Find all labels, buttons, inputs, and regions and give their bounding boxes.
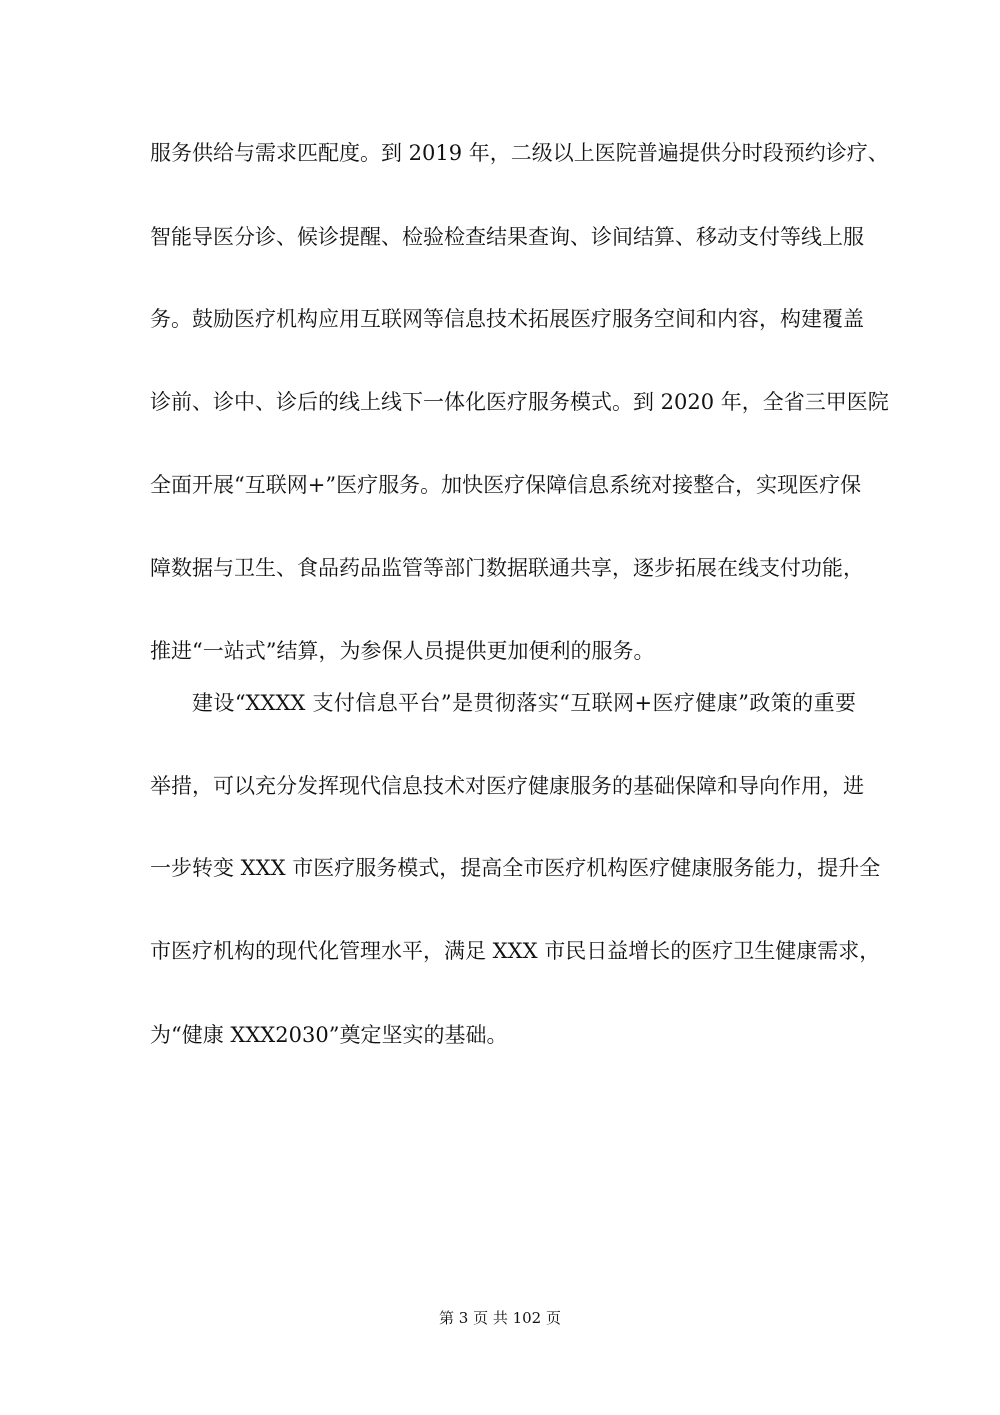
paragraph-2-line: 举措，可以充分发挥现代信息技术对医疗健康服务的基础保障和导向作用，进 xyxy=(150,774,864,798)
paragraph-1-line: 推进“一站式”结算，为参保人员提供更加便利的服务。 xyxy=(150,639,655,663)
page-number-footer: 第 3 页 共 102 页 xyxy=(438,1309,561,1327)
paragraph-1-line: 障数据与卫生、食品药品监管等部门数据联通共享，逐步拓展在线支付功能， xyxy=(150,556,864,580)
paragraph-2-line: 一步转变 XXX 市医疗服务模式，提高全市医疗机构医疗健康服务能力，提升全 xyxy=(150,856,881,880)
paragraph-2-line: 市医疗机构的现代化管理水平，满足 XXX 市民日益增长的医疗卫生健康需求， xyxy=(150,939,881,963)
paragraph-1-line: 全面开展“互联网+”医疗服务。加快医疗保障信息系统对接整合，实现医疗保 xyxy=(150,473,862,497)
paragraph-2-line: 为“健康 XXX2030”奠定坚实的基础。 xyxy=(150,1023,508,1047)
paragraph-1-line: 服务供给与需求匹配度。到 2019 年，二级以上医院普遍提供分时段预约诊疗、 xyxy=(150,141,889,165)
paragraph-1-line: 诊前、诊中、诊后的线上线下一体化医疗服务模式。到 2020 年，全省三甲医院 xyxy=(150,390,889,414)
paragraph-2-line: 建设“XXXX 支付信息平台”是贯彻落实“互联网+医疗健康”政策的重要 xyxy=(192,691,856,715)
paragraph-1-line: 务。鼓励医疗机构应用互联网等信息技术拓展医疗服务空间和内容，构建覆盖 xyxy=(150,307,864,331)
paragraph-1-line: 智能导医分诊、候诊提醒、检验检查结果查询、诊间结算、移动支付等线上服 xyxy=(150,225,864,249)
